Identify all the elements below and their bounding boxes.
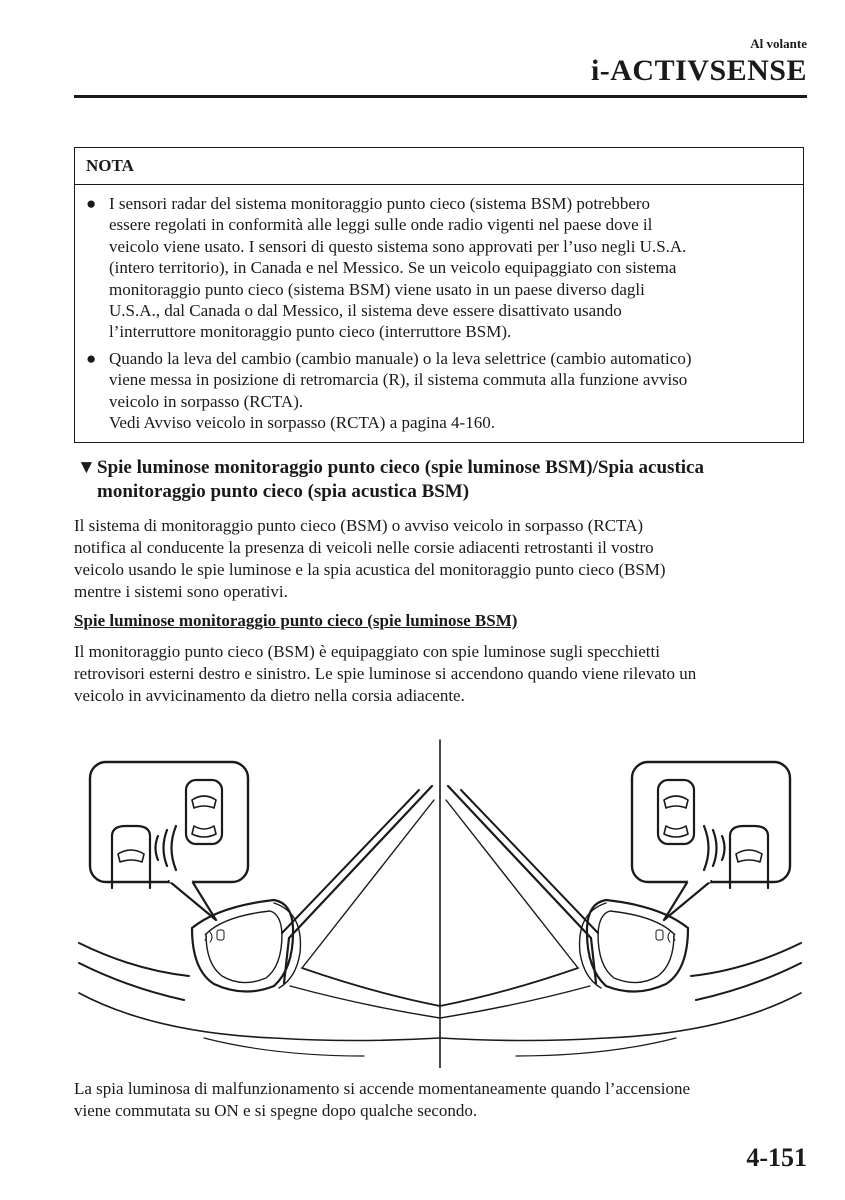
note-line: veicolo viene usato. I sensori di questo sistema sono approvati per l’uso negli U.S.A.: [109, 236, 687, 256]
section-label: Al volante: [750, 36, 807, 51]
paragraph-line: mentre i sistemi sono operativi.: [74, 582, 288, 601]
bsm-mirror-illustration: [74, 738, 804, 1068]
right-mirror-scene: [440, 762, 801, 1056]
note-line: (intero territorio), in Canada e nel Messico. Se un veicolo equipaggiato con sistema: [109, 258, 677, 278]
bullet-icon: ●: [86, 348, 97, 368]
note-line: veicolo in sorpasso (RCTA).: [109, 391, 304, 411]
paragraph-line: Il sistema di monitoraggio punto cieco (BSM) o avviso veicolo in sorpasso (RCTA): [74, 516, 644, 535]
left-mirror-scene: [79, 762, 440, 1056]
bsm-paragraph: [74, 641, 809, 707]
note-box: [74, 147, 804, 443]
triangle-marker-icon: ▼: [77, 457, 96, 478]
page-number: 4-151: [746, 1143, 807, 1172]
note-line: I sensori radar del sistema monitoraggio punto cieco (sistema BSM) potrebbero: [109, 194, 651, 213]
note-line: Vedi Avviso veicolo in sorpasso (RCTA) a pagina 4-160.: [109, 413, 495, 433]
paragraph-line: Il monitoraggio punto cieco (BSM) è equipaggiato con spie luminose sugli specchietti: [74, 642, 660, 661]
malfunction-paragraph: [74, 1078, 809, 1122]
section-subheading: [74, 456, 814, 504]
note-line: U.S.A., dal Canada o dal Messico, il sistema deve essere disattivato usando: [109, 301, 622, 321]
note-line: viene messa in posizione di retromarcia (R), il sistema commuta alla funzione avviso: [109, 370, 688, 390]
paragraph-line: La spia luminosa di malfunzionamento si accende momentaneamente quando l’accensione: [74, 1079, 691, 1098]
note-line: essere regolati in conformità alle leggi sulle onde radio vigenti nel paese dove il: [109, 215, 653, 235]
note-line: Quando la leva del cambio (cambio manuale) o la leva selettrice (cambio automatico): [109, 348, 692, 368]
note-line: monitoraggio punto cieco (sistema BSM) viene usato in un paese diverso dagli: [109, 279, 645, 299]
paragraph-line: notifica al conducente la presenza di veicoli nelle corsie adiacenti retrostanti il vostro: [74, 538, 654, 557]
chapter-title: i-ACTIVSENSE: [590, 54, 807, 87]
intro-paragraph: [74, 515, 809, 603]
note-item: [86, 193, 787, 343]
header-rule: [74, 95, 807, 98]
note-line: l’interruttore monitoraggio punto cieco (interruttore BSM).: [109, 322, 512, 342]
note-list: [75, 185, 803, 433]
bullet-icon: ●: [86, 194, 97, 213]
paragraph-line: veicolo in avvicinamento da dietro nella corsia adiacente.: [74, 686, 465, 705]
subheading-line: monitoraggio punto cieco (spia acustica BSM): [97, 481, 470, 502]
note-heading: NOTA: [75, 148, 803, 185]
subheading-line: Spie luminose monitoraggio punto cieco (spie luminose BSM)/Spia acustica: [97, 457, 704, 478]
paragraph-line: viene commutata su ON e si spegne dopo qualche secondo.: [74, 1101, 478, 1120]
paragraph-line: veicolo usando le spie luminose e la spia acustica del monitoraggio punto cieco (BSM): [74, 560, 666, 579]
subsection-heading: Spie luminose monitoraggio punto cieco (spie luminose BSM): [74, 611, 518, 630]
paragraph-line: retrovisori esterni destro e sinistro. Le spie luminose si accendono quando viene rilevato un: [74, 664, 697, 683]
note-item: [86, 348, 787, 434]
